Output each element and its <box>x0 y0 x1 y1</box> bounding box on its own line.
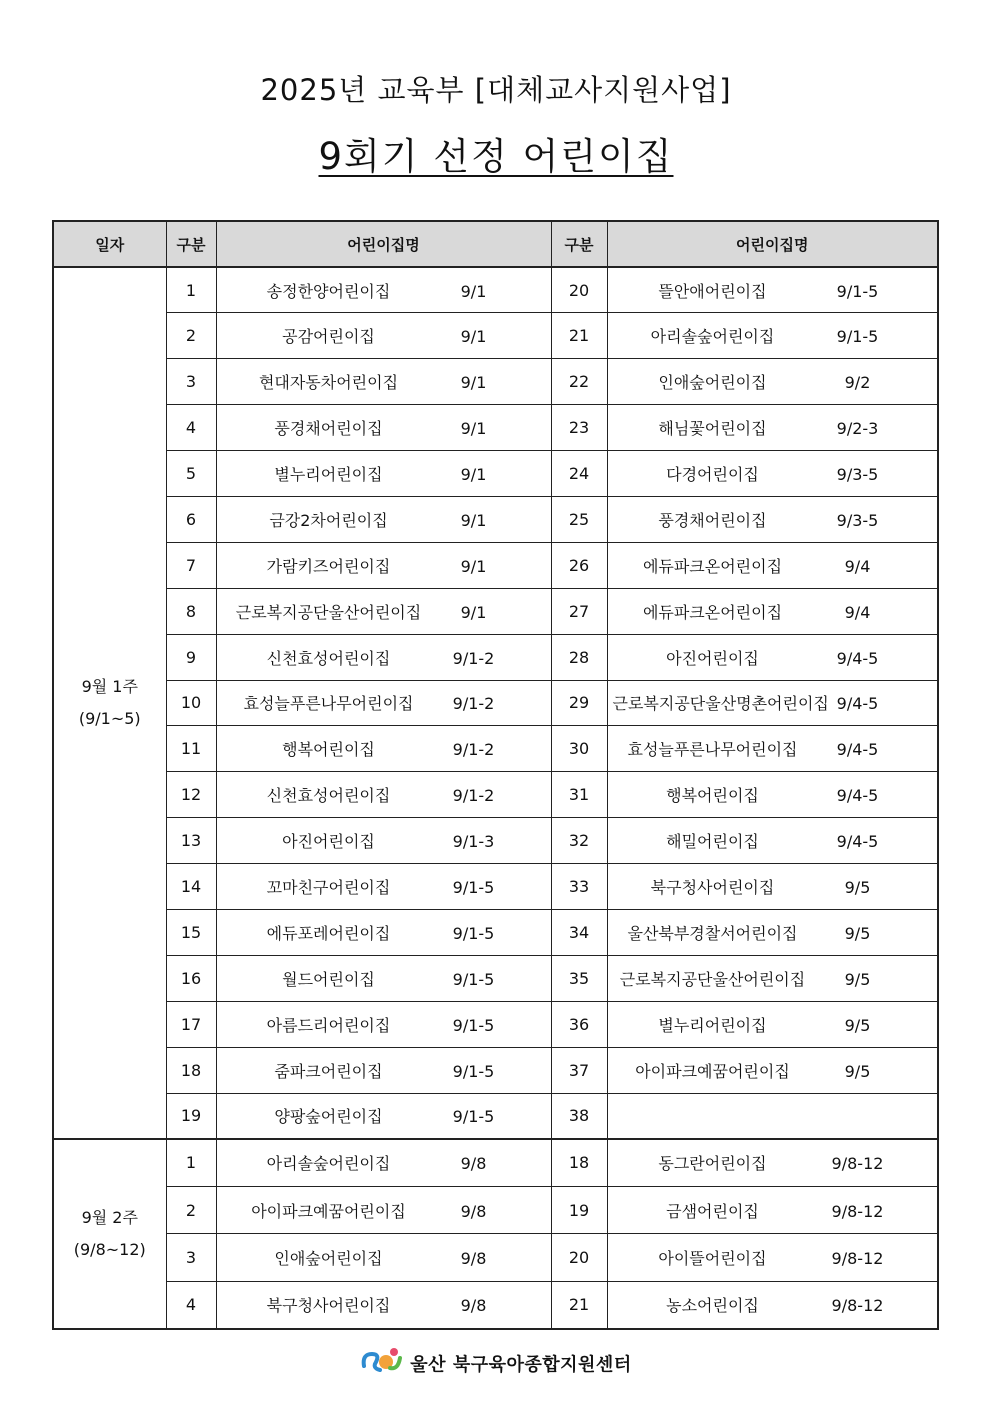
daycare-name: 행복어린이집 <box>666 786 759 806</box>
daycare-name: 별누리어린이집 <box>274 465 383 484</box>
daycare-cell-right <box>607 267 938 313</box>
support-date: 9/1-2 <box>452 694 495 714</box>
support-date: 9/4-5 <box>836 832 879 852</box>
support-date: 9/1 <box>460 602 487 622</box>
daycare-name: 풍경채어린이집 <box>658 510 767 530</box>
week-cell <box>53 1139 166 1329</box>
daycare-cell-right <box>607 680 938 726</box>
support-date: 9/5 <box>844 969 871 989</box>
support-date: 9/8-12 <box>831 1296 884 1316</box>
table-row <box>53 588 938 634</box>
daycare-cell-left <box>216 1139 551 1187</box>
daycare-name: 아진어린이집 <box>282 832 375 852</box>
header-num-left: 구분 <box>166 221 216 267</box>
row-number-right: 37 <box>551 1047 607 1093</box>
daycare-cell-left <box>216 955 551 1001</box>
row-number-right: 26 <box>551 542 607 588</box>
support-date: 9/3-5 <box>836 465 879 484</box>
daycare-name: 신천효성어린이집 <box>266 648 391 668</box>
table-body <box>53 267 938 1329</box>
week-cell <box>53 267 166 1139</box>
row-number-left: 12 <box>166 772 216 818</box>
daycare-cell-right <box>607 909 938 955</box>
daycare-name: 풍경채어린이집 <box>274 419 383 439</box>
daycare-name: 월드어린이집 <box>282 969 375 989</box>
support-date: 9/1 <box>460 373 487 393</box>
document-subtitle <box>0 126 992 180</box>
row-number-right: 29 <box>551 680 607 726</box>
support-date: 9/1-5 <box>452 923 495 943</box>
support-date: 9/8 <box>460 1296 487 1316</box>
support-date: 9/1 <box>460 510 487 530</box>
header-name-left: 어린이집명 <box>216 221 551 267</box>
daycare-name: 아리솔숲어린이집 <box>650 327 775 347</box>
row-number-right: 18 <box>551 1139 607 1187</box>
daycare-cell-left <box>216 1047 551 1093</box>
row-number-right: 32 <box>551 818 607 864</box>
table-row <box>53 772 938 818</box>
support-date: 9/1 <box>460 281 487 301</box>
daycare-name: 농소어린이집 <box>666 1296 759 1316</box>
table-row <box>53 405 938 451</box>
row-number-left: 4 <box>166 1281 216 1329</box>
footer-org-name: 울산 북구육아종합지원센터 <box>410 1354 632 1376</box>
row-number-left: 18 <box>166 1047 216 1093</box>
row-number-left: 3 <box>166 1234 216 1282</box>
daycare-cell-left <box>216 451 551 497</box>
table-row <box>53 1001 938 1047</box>
support-date: 9/4-5 <box>836 694 879 714</box>
table-row <box>53 1093 938 1139</box>
row-number-right: 21 <box>551 1281 607 1329</box>
table-row <box>53 542 938 588</box>
row-number-right: 33 <box>551 864 607 910</box>
daycare-name: 아이뜰어린이집 <box>658 1249 767 1269</box>
daycare-cell-right <box>607 496 938 542</box>
daycare-name: 금샘어린이집 <box>666 1201 759 1221</box>
daycare-name: 동그란어린이집 <box>658 1154 767 1174</box>
support-date: 9/8-12 <box>831 1201 884 1221</box>
daycare-cell-left <box>216 818 551 864</box>
daycare-cell-left <box>216 267 551 313</box>
daycare-name: 아이파크예꿈어린이집 <box>251 1201 406 1221</box>
table-row <box>53 909 938 955</box>
daycare-cell-right <box>607 864 938 910</box>
document-title: 2025년 교육부 [대체교사지원사업] <box>260 73 732 107</box>
support-date: 9/1 <box>460 556 487 576</box>
support-date: 9/1-2 <box>452 648 495 668</box>
daycare-name: 아진어린이집 <box>666 648 759 668</box>
daycare-name: 별누리어린이집 <box>658 1015 767 1035</box>
table-row <box>53 1186 938 1234</box>
daycare-cell-left <box>216 359 551 405</box>
daycare-name: 에듀파크온어린이집 <box>642 556 783 576</box>
row-number-right: 22 <box>551 359 607 405</box>
support-date: 9/1-2 <box>452 786 495 806</box>
daycare-cell-left <box>216 496 551 542</box>
daycare-cell-right <box>607 1281 938 1329</box>
daycare-cell-right <box>607 726 938 772</box>
table-header-row <box>53 221 938 267</box>
daycare-cell-left <box>216 1093 551 1139</box>
support-date: 9/5 <box>844 1061 871 1081</box>
daycare-name: 해밀어린이집 <box>666 832 759 852</box>
row-number-right: 27 <box>551 588 607 634</box>
table-row <box>53 451 938 497</box>
table-row <box>53 1047 938 1093</box>
row-number-left: 16 <box>166 955 216 1001</box>
daycare-name: 인애숲어린이집 <box>658 373 767 393</box>
daycare-cell-left <box>216 1234 551 1282</box>
row-number-left: 10 <box>166 680 216 726</box>
row-number-left: 7 <box>166 542 216 588</box>
table-row <box>53 955 938 1001</box>
support-date: 9/5 <box>844 923 871 943</box>
daycare-name: 양팡숲어린이집 <box>274 1107 383 1127</box>
daycare-name: 줌파크어린이집 <box>274 1061 383 1081</box>
daycare-cell-right <box>607 1234 938 1282</box>
daycare-name: 에듀포레어린이집 <box>266 923 391 943</box>
footer <box>0 1346 992 1381</box>
week-label: 9월 2주 <box>81 1207 138 1227</box>
support-date: 9/1-5 <box>452 1061 495 1081</box>
row-number-left: 17 <box>166 1001 216 1047</box>
table-row <box>53 313 938 359</box>
week-label: 9월 1주 <box>81 676 138 696</box>
row-number-left: 2 <box>166 313 216 359</box>
daycare-cell-right <box>607 772 938 818</box>
daycare-name: 해님꽃어린이집 <box>658 419 767 439</box>
support-date: 9/1-5 <box>452 1015 495 1035</box>
week-range: (9/1~5) <box>78 708 141 728</box>
support-date: 9/1-5 <box>452 878 495 898</box>
table-row <box>53 864 938 910</box>
subtitle-text: 9회기 선정 어린이집 <box>318 135 674 178</box>
row-number-right: 20 <box>551 1234 607 1282</box>
daycare-cell-left <box>216 909 551 955</box>
row-number-right: 30 <box>551 726 607 772</box>
row-number-right: 34 <box>551 909 607 955</box>
support-date: 9/1 <box>460 327 487 347</box>
support-date: 9/1-5 <box>836 327 879 347</box>
support-date: 9/5 <box>844 878 871 898</box>
daycare-cell-right <box>607 359 938 405</box>
table-row <box>53 634 938 680</box>
table-row <box>53 818 938 864</box>
row-number-left: 1 <box>166 1139 216 1187</box>
row-number-right: 21 <box>551 313 607 359</box>
daycare-name: 신천효성어린이집 <box>266 786 391 806</box>
daycare-name: 북구청사어린이집 <box>650 878 775 898</box>
center-logo-icon <box>360 1346 404 1381</box>
support-date: 9/1 <box>460 419 487 439</box>
daycare-name: 다경어린이집 <box>666 465 759 484</box>
daycare-cell-left <box>216 588 551 634</box>
row-number-left: 14 <box>166 864 216 910</box>
row-number-left: 6 <box>166 496 216 542</box>
daycare-name: 효성늘푸른나무어린이집 <box>627 740 798 760</box>
daycare-name: 아이파크예꿈어린이집 <box>635 1061 790 1081</box>
row-number-right: 20 <box>551 267 607 313</box>
daycare-name: 울산북부경찰서어린이집 <box>627 923 798 943</box>
daycare-name: 현대자동차어린이집 <box>258 373 399 393</box>
support-date: 9/2-3 <box>836 419 879 439</box>
support-date: 9/4 <box>844 602 871 622</box>
row-number-right: 31 <box>551 772 607 818</box>
row-number-left: 11 <box>166 726 216 772</box>
daycare-cell-right <box>607 818 938 864</box>
support-date: 9/4-5 <box>836 648 879 668</box>
daycare-cell-left <box>216 1001 551 1047</box>
support-date: 9/1 <box>460 465 487 484</box>
daycare-cell-left <box>216 405 551 451</box>
daycare-cell-right <box>607 1186 938 1234</box>
row-number-left: 13 <box>166 818 216 864</box>
support-date: 9/1-2 <box>452 740 495 760</box>
support-date: 9/5 <box>844 1015 871 1035</box>
row-number-left: 9 <box>166 634 216 680</box>
daycare-cell-right <box>607 451 938 497</box>
table-row <box>53 1281 938 1329</box>
daycare-cell-right <box>607 634 938 680</box>
row-number-right: 38 <box>551 1093 607 1139</box>
header-date: 일자 <box>53 221 166 267</box>
daycare-name: 효성늘푸른나무어린이집 <box>243 694 414 714</box>
row-number-right: 25 <box>551 496 607 542</box>
daycare-cell-right <box>607 313 938 359</box>
daycare-cell-left <box>216 680 551 726</box>
support-date: 9/3-5 <box>836 510 879 530</box>
daycare-cell-left <box>216 864 551 910</box>
daycare-name: 뜰안애어린이집 <box>658 281 767 301</box>
daycare-cell-left <box>216 772 551 818</box>
support-date: 9/8 <box>460 1249 487 1269</box>
daycare-name: 근로복지공단울산어린이집 <box>235 602 422 622</box>
daycare-cell-left <box>216 313 551 359</box>
daycare-cell-right <box>607 1139 938 1187</box>
table-row <box>53 359 938 405</box>
row-number-right: 36 <box>551 1001 607 1047</box>
daycare-name: 북구청사어린이집 <box>266 1296 391 1316</box>
daycare-name: 아름드리어린이집 <box>266 1015 391 1035</box>
daycare-cell-left <box>216 542 551 588</box>
support-date: 9/2 <box>844 373 871 393</box>
daycare-name: 아리솔숲어린이집 <box>266 1154 391 1174</box>
daycare-cell-left <box>216 726 551 772</box>
row-number-left: 3 <box>166 359 216 405</box>
daycare-name: 가람키즈어린이집 <box>266 556 391 576</box>
header-name-right: 어린이집명 <box>607 221 938 267</box>
row-number-left: 4 <box>166 405 216 451</box>
row-number-right: 28 <box>551 634 607 680</box>
week-range: (9/8~12) <box>73 1239 146 1259</box>
support-date: 9/4 <box>844 556 871 576</box>
daycare-name: 공감어린이집 <box>282 327 375 347</box>
table-row <box>53 1234 938 1282</box>
support-date: 9/1-5 <box>452 1107 495 1127</box>
daycare-cell-right <box>607 405 938 451</box>
daycare-name: 행복어린이집 <box>282 740 375 760</box>
support-date: 9/1-3 <box>452 832 495 852</box>
support-date: 9/1-5 <box>452 969 495 989</box>
table-row <box>53 1139 938 1187</box>
daycare-name: 꼬마친구어린이집 <box>266 878 391 898</box>
daycare-name: 인애숲어린이집 <box>274 1249 383 1269</box>
daycare-name: 근로복지공단울산어린이집 <box>619 969 806 989</box>
daycare-cell-right <box>607 588 938 634</box>
support-date: 9/8 <box>460 1201 487 1221</box>
daycare-cell-right <box>607 1001 938 1047</box>
table-row <box>53 726 938 772</box>
row-number-left: 19 <box>166 1093 216 1139</box>
daycare-name: 금강2차어린이집 <box>269 510 388 530</box>
header-num-right: 구분 <box>551 221 607 267</box>
table-row <box>53 496 938 542</box>
daycare-cell-left <box>216 1281 551 1329</box>
row-number-right: 24 <box>551 451 607 497</box>
row-number-left: 8 <box>166 588 216 634</box>
daycare-name: 근로복지공단울산명촌어린이집 <box>612 694 829 714</box>
daycare-cell-right <box>607 1093 938 1139</box>
row-number-left: 15 <box>166 909 216 955</box>
table-row <box>53 267 938 313</box>
row-number-right: 19 <box>551 1186 607 1234</box>
support-date: 9/4-5 <box>836 740 879 760</box>
daycare-cell-right <box>607 955 938 1001</box>
row-number-left: 1 <box>166 267 216 313</box>
row-number-left: 5 <box>166 451 216 497</box>
row-number-left: 2 <box>166 1186 216 1234</box>
table-row <box>53 680 938 726</box>
row-number-right: 35 <box>551 955 607 1001</box>
support-date: 9/8-12 <box>831 1249 884 1269</box>
support-date: 9/8 <box>460 1154 487 1174</box>
daycare-cell-right <box>607 542 938 588</box>
daycare-name: 에듀파크온어린이집 <box>642 602 783 622</box>
row-number-right: 23 <box>551 405 607 451</box>
daycare-cell-left <box>216 634 551 680</box>
daycare-cell-right <box>607 1047 938 1093</box>
support-date: 9/4-5 <box>836 786 879 806</box>
support-date: 9/8-12 <box>831 1154 884 1174</box>
daycare-name: 송정한양어린이집 <box>266 281 391 301</box>
support-date: 9/1-5 <box>836 281 879 301</box>
daycare-cell-left <box>216 1186 551 1234</box>
schedule-table <box>52 220 939 1330</box>
